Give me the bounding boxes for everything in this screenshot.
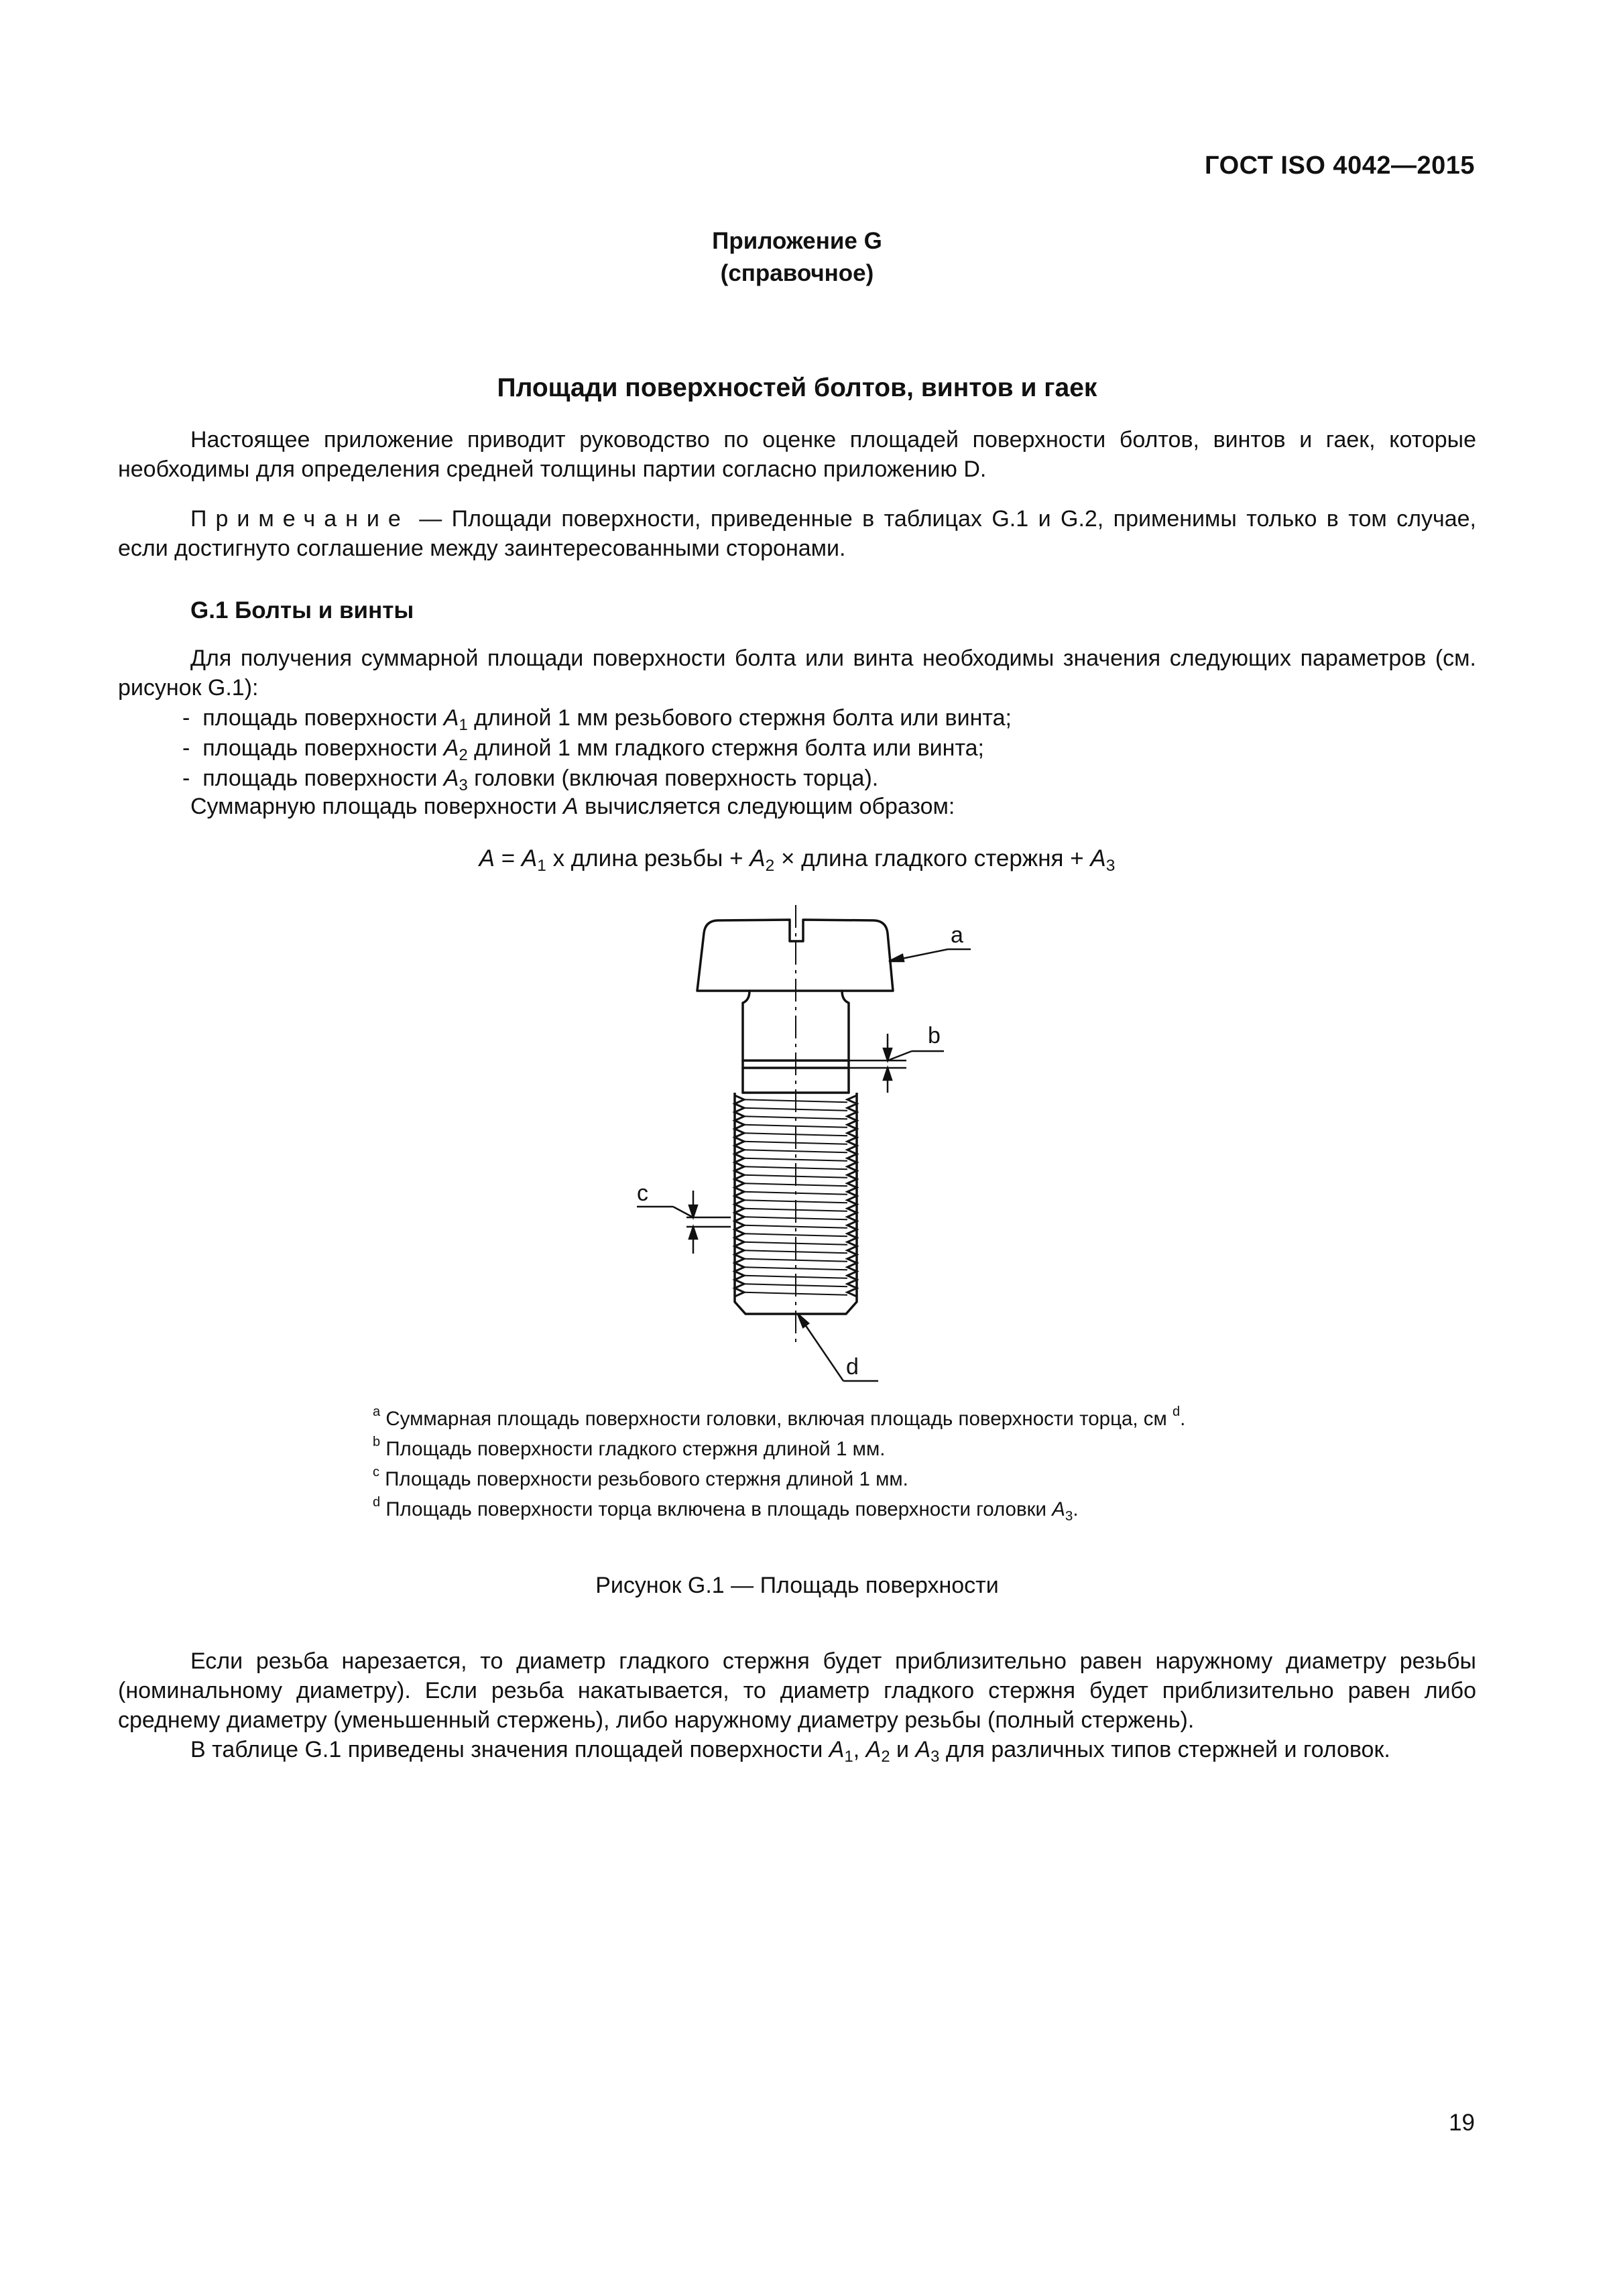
note-paragraph: Примечание — Площади поверхности, приведенные в таблицах G.1 и G.2, применимы только в том случае, если достигнуто соглашение между заинтересованными сторонами. [118, 506, 1476, 561]
label-d: d [846, 1354, 859, 1380]
document-id: ГОСТ ISO 4042—2015 [1205, 152, 1475, 180]
bolt-neck [743, 991, 849, 1093]
intro-paragraph: Настоящее приложение приводит руководство по оценке площадей поверхности болтов, винтов и гаек, которые необходимы для определения средней толщины партии согласно приложению D. [118, 427, 1476, 482]
figure-footnote: $^c$ Площадь поверхности резьбового стержня длиной 1 мм. [373, 1465, 908, 1490]
list-item: - площадь поверхности $A_2$ длиной 1 мм гладкого стержня болта или винта; [182, 735, 984, 764]
thread-line [744, 1225, 847, 1228]
label-b: b [928, 1023, 941, 1048]
sum-line: Суммарную площадь поверхности A вычисляется следующим образом: [190, 794, 955, 819]
section-g1-paragraph: Для получения суммарной площади поверхности болта или винта необходимы значения следующих параметров (см. рисунок G.1): [118, 646, 1476, 701]
list-item: - площадь поверхности $A_3$ головки (включая поверхность торца). [182, 766, 879, 794]
thread-right-profile [847, 1095, 857, 1296]
figure-footnote: $^d$ Площадь поверхности торца включена в площадь поверхности головки $A_3$. [373, 1495, 1079, 1524]
appendix-title: Площади поверхностей болтов, винтов и гаек [497, 373, 1097, 402]
figure-footnote: $^a$ Суммарная площадь поверхности головки, включая площадь поверхности торца, см $^d$. [373, 1404, 1186, 1430]
formula: $A = A_1$ x длина резьбы + $A_2$ × длина гладкого стержня + $A_3$ [479, 845, 1116, 875]
label-c: c [637, 1181, 648, 1206]
page-number: 19 [1449, 2110, 1475, 2136]
closing-paragraph-1: Если резьба нарезается, то диаметр гладкого стержня будет приблизительно равен наружному диаметру резьбы (номинальному диаметру). Если резьба накатывается, то диаметр гладкого стержня будет приблизительно равен либо среднему диаметру (уменьшенный стержень), либо наружному диаметру резьбы (полный стержень). [118, 1648, 1476, 1733]
section-heading-g1: G.1 Болты и винты [190, 597, 414, 623]
appendix-status: (справочное) [720, 260, 874, 286]
thread-left-profile [735, 1095, 744, 1296]
thread-line [744, 1158, 847, 1161]
appendix-label: Приложение G [712, 228, 882, 254]
note-label: Примечание [190, 506, 410, 532]
list-item: - площадь поверхности $A_1$ длиной 1 мм резьбового стержня болта или винта; [182, 705, 1012, 734]
figure-caption: Рисунок G.1 — Площадь поверхности [595, 1573, 999, 1598]
label-a: a [951, 922, 963, 948]
closing-paragraph-2: В таблице G.1 приведены значения площадей поверхности $A_1$, $A_2$ и $A_3$ для различных типов стержней и головок. [190, 1737, 1390, 1766]
thread-line [744, 1150, 847, 1152]
bolt-diagram [603, 892, 979, 1414]
figure-footnote: $^b$ Площадь поверхности гладкого стержня длиной 1 мм. [373, 1435, 886, 1460]
thread-line [744, 1233, 847, 1236]
